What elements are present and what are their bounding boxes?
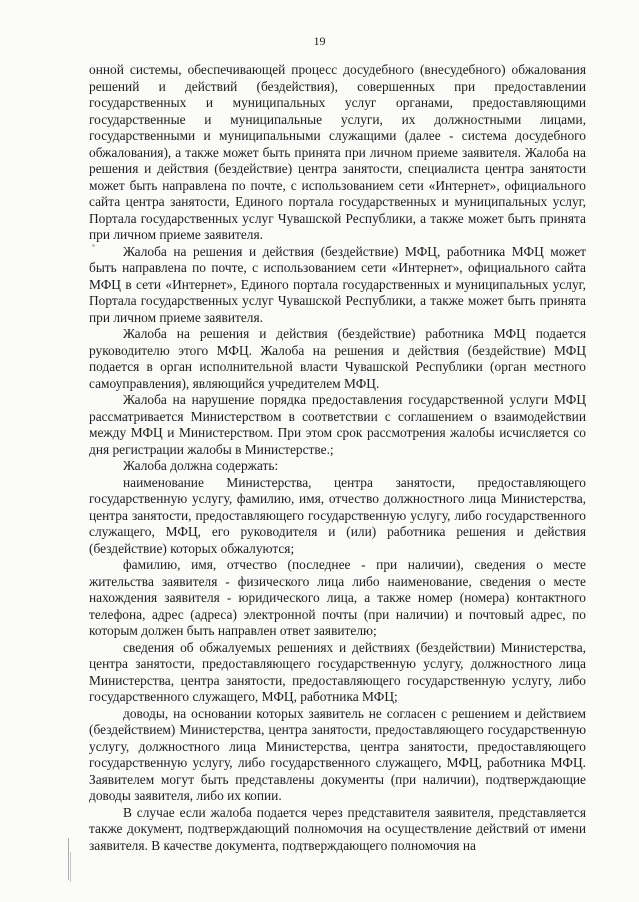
paragraph-item-decisions: сведения об обжалуемых решениях и действиях (бездействии) Министерства, центра занятости, предоставляющего государственную услугу, должностного лица Министерства, центра занятости, предоставляющего государственную услугу, либо государственного служащего, МФЦ, работника МФЦ; <box>89 639 586 704</box>
page-number: 19 <box>313 34 326 48</box>
paragraph-mfc-complaint: Жалоба на решения и действия (бездействие) МФЦ, работника МФЦ может быть направлена по почте, с использованием сети «Интернет», официального сайта МФЦ в сети «Интернет», Единого портала государственных и муниципальных услуг, Портала государственных услуг Чувашской Республики, а также может быть принята при личном приеме заявителя. <box>89 243 586 325</box>
paragraph-item-applicant: фамилию, имя, отчество (последнее - при наличии), сведения о месте жительства заявителя - физического лица либо наименование, сведения о месте нахождения заявителя - юридического лица, а также номер (номера) контактного телефона, адрес (адреса) электронной почты (при наличии) и почтовый адрес, по которым должен быть направлен ответ заявителю; <box>89 557 586 638</box>
paragraph-item-name: наименование Министерства, центра занятости, предоставляющего государственную услугу, фамилию, имя, отчество должностного лица Министерства, центра занятости, предоставляющего государственную услугу, либо государственного служащего, МФЦ, его руководителя и (или) работника решения и действия (бездействие) которых обжалуются; <box>89 474 586 556</box>
scan-margin-mark-secondary <box>70 852 71 882</box>
document-body <box>89 62 586 854</box>
paragraph-mfc-head: Жалоба на решения и действия (бездействие) работника МФЦ подается руководителю этого МФЦ. Жалоба на решения и действия (бездействие) МФЦ подается в орган исполнительной власти Чувашской Республики (орган местного самоуправления), являющийся учредителем МФЦ. <box>89 326 586 391</box>
paragraph-complaint-channels: онной системы, обеспечивающей процесс досудебного (внесудебного) обжалования решений и действий (бездействия), совершенных при предоставлении государственных и муниципальных услуг органами, предоставляющими государственные и муниципальные услуги, их должностными лицами, государственными и муниципальными служащими (далее - система досудебного обжалования), а также может быть принята при личном приеме заявителя. Жалоба на решения и действия (бездействие) центра занятости, специалиста центра занятости может быть направлена по почте, с использованием сети «Интернет», официального сайта центра занятости, Единого портала государственных и муниципальных услуг, Портала государственных услуг Чувашской Республики, а также может быть принята при личном приеме заявителя. <box>89 62 586 242</box>
paragraph-representative: В случае если жалоба подается через представителя заявителя, представляется также документ, подтверждающий полномочия на осуществление действий от имени заявителя. В качестве документа, подтверждающего полномочия на <box>89 804 586 853</box>
paragraph-item-arguments: доводы, на основании которых заявитель не согласен с решением и действием (бездействием) Министерства, центра занятости, предоставляющего государственную услугу, должностного лица Министерства, центра занятости, предоставляющего государственную услугу, либо государственного служащего, МФЦ, работника МФЦ. Заявителем могут быть представлены документы (при наличии), подтверждающие доводы заявителя, либо их копии. <box>89 705 586 803</box>
paragraph-ministry-review: Жалоба на нарушение порядка предоставления государственной услуги МФЦ рассматривается Министерством в соответствии с соглашением о взаимодействии между МФЦ и Министерством. При этом срок рассмотрения жалобы исчисляется со дня регистрации жалобы в Министерстве.; <box>89 392 586 457</box>
scan-margin-mark <box>68 838 69 880</box>
paragraph-complaint-contents: Жалоба должна содержать: <box>123 458 279 473</box>
scan-speck <box>92 244 95 247</box>
